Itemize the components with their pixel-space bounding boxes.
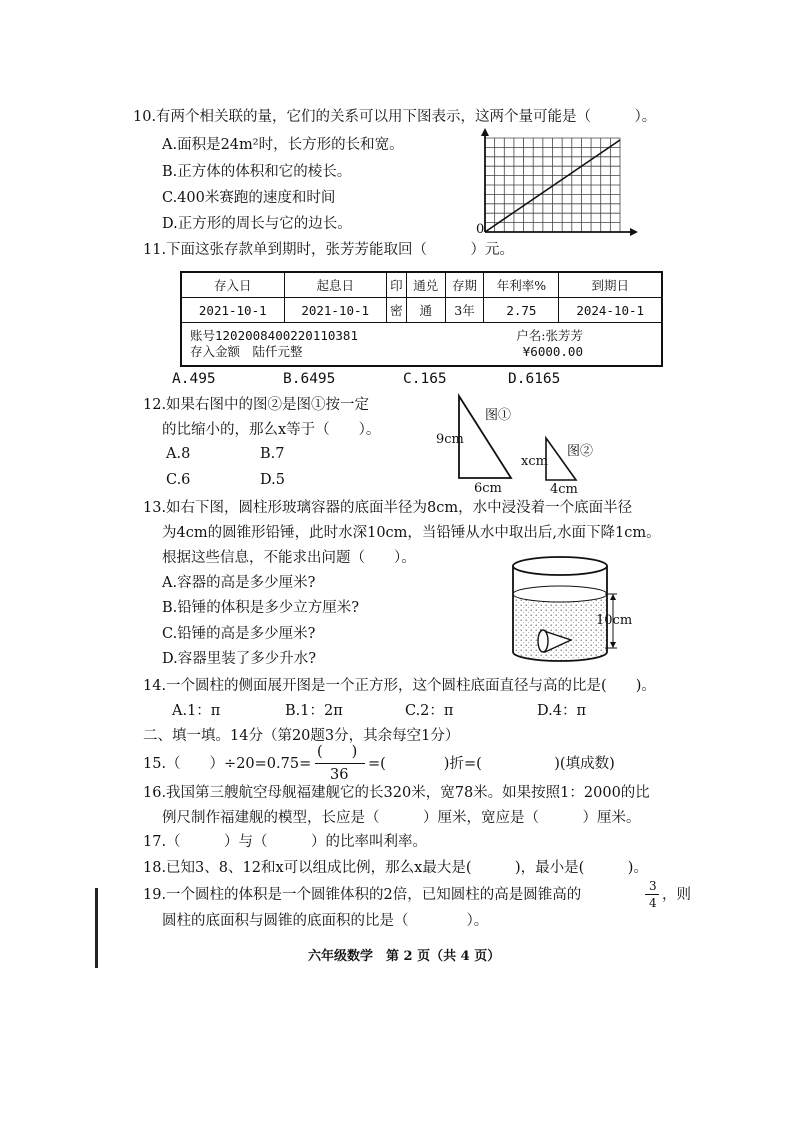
q12-base2-label: 4cm [550,482,578,497]
q19-line2: 圆柱的底面积与圆锥的底面积的比是（ ）。 [162,913,489,929]
q13-cylinder-container [505,554,625,666]
scan-margin-bar [95,888,98,968]
table-cell: 2.75 [484,298,559,323]
q17-text: 17.（ ）与（ ）的比率叫利率。 [143,834,428,850]
q11-option-d: D.6165 [508,371,561,387]
q19-fraction-numerator: 3 [649,879,657,893]
q10-origin-label: 0 [476,222,485,237]
q13-option-b: B.铅锤的体积是多少立方厘米? [162,600,360,616]
deposit-amount-label: 存入金额 陆仟元整 [190,344,303,359]
q14-stem: 14.一个圆柱的侧面展开图是一个正方形，这个圆柱底面直径与高的比是( )。 [143,678,656,694]
q13-stem-line3: 根据这些信息，不能求出问题（ ）。 [162,550,416,566]
q13-option-a: A.容器的高是多少厘米? [162,575,316,591]
header-cell: 通兑 [406,272,445,298]
header-cell: 起息日 [284,272,386,298]
table-cell: 通 [406,298,445,323]
q10-line-graph [470,128,640,240]
table-cell: 密 [386,298,406,323]
account-holder: 户名:张芳芳 [516,328,583,343]
q10-option-b: B.正方体的体积和它的棱长。 [162,164,352,180]
q13-stem-line2: 为4cm的圆锥形铅锤，此时水深10cm，当铅锤从水中取出后,水面下降1cm。 [162,525,661,541]
q12-option-b: B.7 [260,446,285,462]
q12-option-d: D.5 [260,472,285,488]
q19-fraction-bar [645,894,659,895]
q12-stem-line1: 12.如果右图中的图②是图①按一定 [143,397,370,413]
q15-fraction-numerator-blank[interactable]: ( ) [317,744,358,760]
q12-option-a: A.8 [166,446,191,462]
table-cell: 2021-10-1 [181,298,284,323]
q14-option-c: C.2：π [405,703,454,719]
q15-left: 15.（ ）÷20=0.75= [143,756,312,772]
q16-line1: 16.我国第三艘航空母舰福建舰它的长320米，宽78米。如果按照1：2000的比 [143,785,650,801]
header-cell: 存入日 [181,272,284,298]
q14-option-a: A.1：π [172,703,221,719]
account-info-cell [181,323,662,367]
header-cell: 印 [386,272,406,298]
header-cell: 存期 [445,272,484,298]
q11-stem: 11.下面这张存款单到期时，张芳芳能取回（ ）元。 [143,242,515,258]
q19-fraction-denominator: 4 [649,896,657,910]
q15-fraction-denominator: 36 [330,767,349,783]
section-2-heading: 二、填一填。14分（第20题3分，其余每空1分） [143,728,460,744]
header-cell: 到期日 [559,272,662,298]
q18-text: 18.已知3、8、12和x可以组成比例，那么x最大是( )，最小是( )。 [143,860,648,876]
q10-option-c: C.400米赛跑的速度和时间 [162,190,336,206]
q12-height2-label: xcm [521,454,548,469]
q12-base1-label: 6cm [474,481,502,496]
page-footer: 六年级数学 第 2 页（共 4 页） [308,949,501,964]
q11-option-c: C.165 [403,371,447,387]
q12-option-c: C.6 [166,472,191,488]
q12-figure1-label: 图① [485,408,512,423]
q16-line2: 例尺制作福建舰的模型，长应是（ ）厘米，宽应是（ ）厘米。 [162,810,641,826]
q19-line1-part1: 19.一个圆柱的体积是一个圆锥体积的2倍，已知圆柱的高是圆锥高的 [143,887,582,903]
account-number: 账号1202008400220110381 [190,328,358,343]
q12-triangle-1 [455,394,515,480]
q15-fraction-bar [315,763,365,764]
q14-option-b: B.1：2π [285,703,343,719]
q10-option-d: D.正方形的周长与它的边长。 [162,216,352,232]
table-cell: 2024-10-1 [559,298,662,323]
q10-stem: 10.有两个相关联的量，它们的关系可以用下图表示，这两个量可能是（ ）。 [133,109,657,125]
q10-option-a: A.面积是24m²时，长方形的长和宽。 [162,137,404,153]
header-cell: 年利率% [484,272,559,298]
q13-option-c: C.铅锤的高是多少厘米? [162,626,316,642]
q13-stem-line1: 13.如右下图，圆柱形玻璃容器的底面半径为8cm，水中浸没着一个底面半径 [143,500,633,516]
q13-option-d: D.容器里装了多少升水? [162,651,316,667]
table-cell: 3年 [445,298,484,323]
q19-line1-part2: ，则 [662,887,691,903]
q15-right: =( )折=( )(填成数) [368,756,615,772]
deposit-slip-table [180,271,663,367]
q14-option-d: D.4：π [537,703,586,719]
table-cell: 2021-10-1 [284,298,386,323]
deposit-amount: ¥6000.00 [522,344,583,359]
q12-stem-line2: 的比缩小的，那么x等于（ ）。 [162,422,381,438]
q13-depth-label: 10cm [596,613,633,628]
q12-height1-label: 9cm [436,432,464,447]
q12-figure2-label: 图② [567,444,594,459]
q11-option-b: B.6495 [283,371,336,387]
q11-option-a: A.495 [172,371,216,387]
